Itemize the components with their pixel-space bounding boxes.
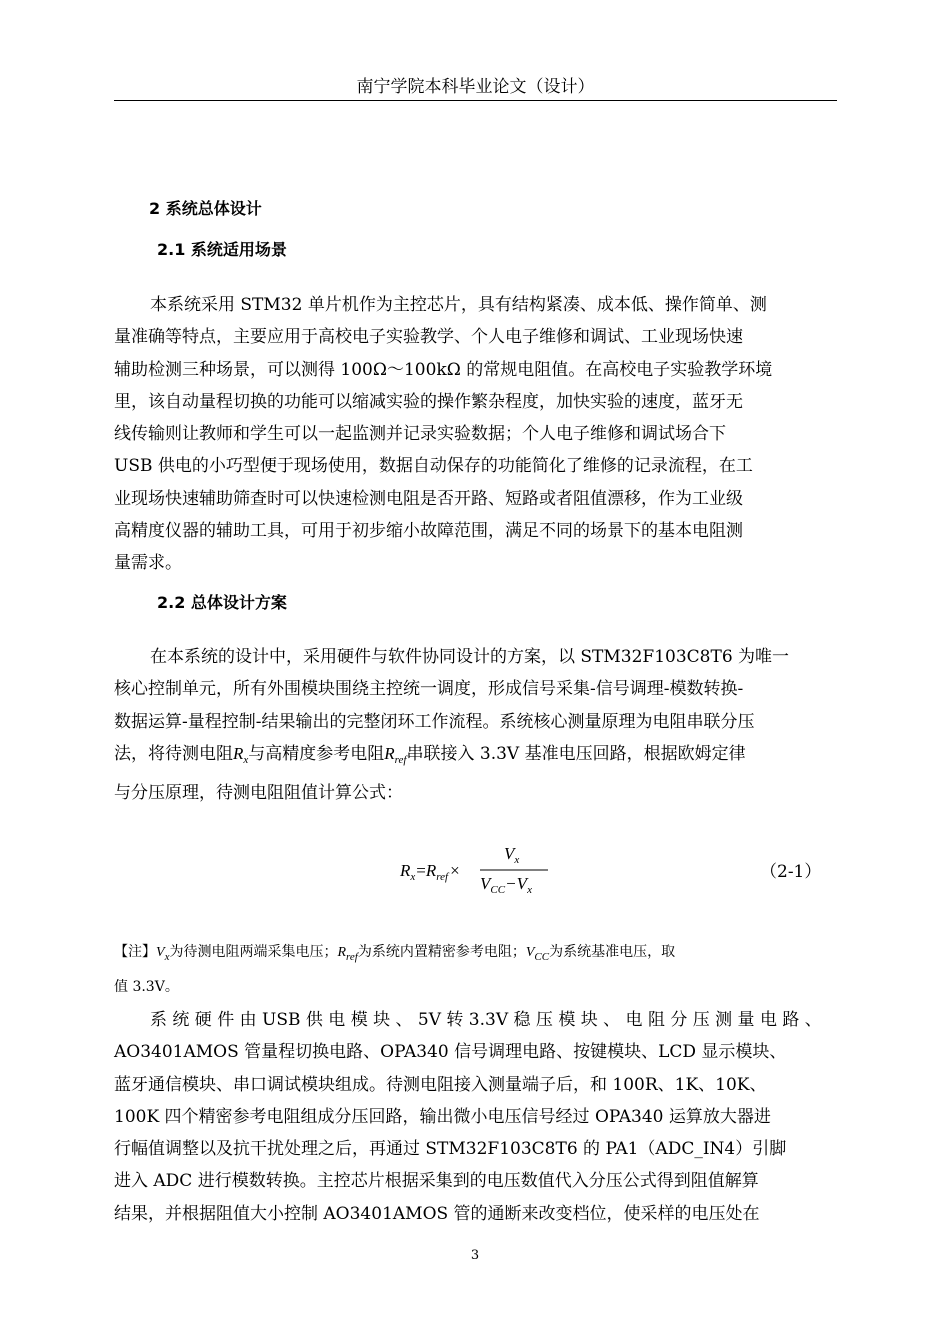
para-line: 辅助检测三种场景，可以测得 100Ω～100kΩ 的常规电阻值。在高校电子实验教学环境 bbox=[114, 359, 773, 380]
text-run: 串联接入 3.3V 基准电压回路，根据欧姆定律 bbox=[406, 743, 746, 764]
text-run: 为待测电阻两端采集电压； bbox=[169, 944, 338, 960]
para-line: 在本系统的设计中，采用硬件与软件协同设计的方案，以 STM32F103C8T6 为唯一 bbox=[150, 647, 790, 667]
var-rx: R bbox=[233, 743, 244, 763]
text-run: 与高精度参考电阻 bbox=[248, 743, 385, 764]
var-rx-sub: x bbox=[243, 754, 249, 767]
para-line: 量需求。 bbox=[114, 553, 182, 574]
eq-denominator: $V_{CC}-V_x$ bbox=[480, 874, 532, 896]
para-line: 核心控制单元，所有外围模块围绕主控统一调度，形成信号采集-信号调理-模数转换- bbox=[114, 679, 744, 700]
para-line: 量准确等特点，主要应用于高校电子实验教学、个人电子维修和调试、工业现场快速 bbox=[114, 327, 743, 348]
text-run: 为系统内置精密参考电阻； bbox=[357, 944, 526, 960]
para-line: 本系统采用 STM32 单片机作为主控芯片，具有结构紧凑、成本低、操作简单、测 bbox=[150, 295, 767, 315]
section-heading: 2 系统总体设计 bbox=[149, 199, 262, 218]
paragraph-scenarios bbox=[114, 289, 837, 580]
para-line: 与分压原理，待测电阻阻值计算公式： bbox=[114, 782, 403, 803]
para-line: 线传输则让教师和学生可以一起监测并记录实验数据；个人电子维修和调试场合下 bbox=[114, 424, 726, 445]
var-sub: ref bbox=[346, 950, 358, 963]
header-rule bbox=[114, 100, 837, 101]
paragraph-design bbox=[114, 641, 837, 809]
para-line bbox=[114, 738, 837, 777]
equation-2-1 bbox=[400, 843, 560, 904]
var-rref-sub: ref bbox=[394, 754, 407, 767]
para-line: USB 供电的小巧型便于现场使用，数据自动保存的功能简化了维修的记录流程，在工 bbox=[114, 456, 753, 477]
para-line: 100K 四个精密参考电阻组成分压回路，输出微小电压信号经过 OPA340 运算放大器进 bbox=[114, 1106, 771, 1127]
para-line: 数据运算-量程控制-结果输出的完整闭环工作流程。系统核心测量原理为电阻串联分压 bbox=[114, 711, 755, 732]
para-line: 高精度仪器的辅助工具，可用于初步缩小故障范围，满足不同的场景下的基本电阻测 bbox=[114, 521, 743, 542]
var-rref: R bbox=[384, 743, 395, 763]
var-sub: CC bbox=[534, 950, 550, 963]
text-run: 法，将待测电阻 bbox=[114, 743, 233, 764]
note-label: 【注】 bbox=[114, 944, 156, 960]
para-line: 里，该自动量程切换的功能可以缩减实验的操作繁杂程度，加快实验的速度，蓝牙无 bbox=[114, 391, 743, 412]
equation-note bbox=[114, 937, 837, 1002]
note-line: 值 3.3V。 bbox=[114, 978, 179, 995]
var: R bbox=[337, 945, 347, 960]
note-line bbox=[114, 937, 837, 972]
text-run: 为系统基准电压，取 bbox=[549, 944, 676, 960]
eq-lhs: $R_x=R_{ref}$ × bbox=[400, 861, 460, 883]
para-line: 业现场快速辅助筛查时可以快速检测电阻是否开路、短路或者阻值漂移，作为工业级 bbox=[114, 488, 743, 509]
paragraph-hardware bbox=[114, 1004, 837, 1230]
equation-number: （2-1） bbox=[760, 862, 822, 882]
para-line: 进入 ADC 进行模数转换。主控芯片根据采集到的电压数值代入分压公式得到阻值解算 bbox=[114, 1171, 759, 1192]
para-line: 行幅值调整以及抗干扰处理之后，再通过 STM32F103C8T6 的 PA1（ADC_IN4）引脚 bbox=[114, 1139, 787, 1160]
var-sub: x bbox=[164, 950, 170, 963]
page-header: 南宁学院本科毕业论文（设计） bbox=[356, 77, 595, 97]
para-line: 结果，并根据阻值大小控制 AO3401AMOS 管的通断来改变档位，使采样的电压处在 bbox=[114, 1203, 760, 1224]
var: V bbox=[156, 945, 165, 960]
var: V bbox=[525, 945, 535, 960]
eq-numerator: $V_x$ bbox=[504, 844, 520, 866]
para-line: 系 统 硬 件 由 USB 供 电 模 块 、 5V 转 3.3V 稳 压 模 块 、 电 阻 分 压 测 量 电 路 、 bbox=[150, 1010, 822, 1030]
subsection-heading-2-1: 2.1 系统适用场景 bbox=[157, 240, 287, 259]
para-line: 蓝牙通信模块、串口调试模块组成。待测电阻接入测量端子后，和 100R、1K、10K、 bbox=[114, 1074, 767, 1095]
equation-svg bbox=[400, 843, 560, 899]
subsection-heading-2-2: 2.2 总体设计方案 bbox=[157, 593, 287, 612]
page-number: 3 bbox=[470, 1248, 480, 1263]
para-line: AO3401AMOS 管量程切换电路、OPA340 信号调理电路、按键模块、LCD 显示模块、 bbox=[114, 1042, 787, 1063]
